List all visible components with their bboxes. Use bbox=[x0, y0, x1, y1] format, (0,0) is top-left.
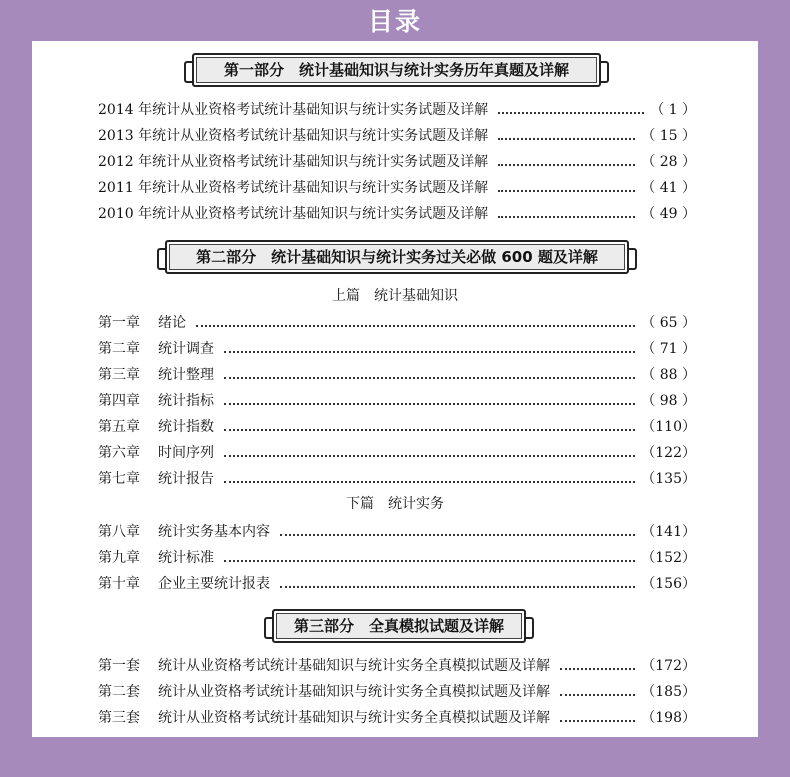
dot-leader bbox=[224, 376, 635, 379]
entry-page: （141） bbox=[641, 524, 696, 540]
entry-page: （ 88 ） bbox=[641, 367, 696, 383]
toc-entry[interactable] bbox=[98, 98, 696, 120]
dot-leader bbox=[280, 585, 635, 588]
entry-title: 统计实务基本内容 bbox=[158, 524, 270, 540]
entry-page: （ 49 ） bbox=[641, 206, 696, 222]
entry-title: 时间序列 bbox=[158, 445, 214, 461]
chapter-label: 第二章 bbox=[98, 341, 140, 357]
entry-title: 2012 年统计从业资格考试统计基础知识与统计实务试题及详解 bbox=[98, 154, 489, 170]
entry-title: 统计整理 bbox=[158, 367, 214, 383]
chapter-label: 第一套 bbox=[98, 658, 140, 674]
entry-title: 统计指数 bbox=[158, 419, 214, 435]
toc-entry[interactable] bbox=[98, 415, 696, 437]
dot-leader bbox=[498, 137, 635, 140]
toc-entry[interactable] bbox=[98, 124, 696, 146]
entry-page: （ 65 ） bbox=[641, 315, 696, 331]
entry-title: 2010 年统计从业资格考试统计基础知识与统计实务试题及详解 bbox=[98, 206, 489, 222]
dot-leader bbox=[224, 454, 635, 457]
part1-banner: 第一部分 统计基础知识与统计实务历年真题及详解 bbox=[192, 53, 601, 87]
dot-leader bbox=[280, 533, 635, 536]
chapter-label: 第四章 bbox=[98, 393, 140, 409]
entry-title: 统计从业资格考试统计基础知识与统计实务全真模拟试题及详解 bbox=[158, 710, 550, 726]
toc-entry[interactable] bbox=[98, 520, 696, 542]
chapter-label: 第十章 bbox=[98, 576, 140, 592]
entry-page: （185） bbox=[641, 684, 696, 700]
entry-title: 统计从业资格考试统计基础知识与统计实务全真模拟试题及详解 bbox=[158, 658, 550, 674]
toc-panel bbox=[32, 41, 758, 737]
dot-leader bbox=[224, 350, 635, 353]
chapter-label: 第五章 bbox=[98, 419, 140, 435]
toc-entry[interactable] bbox=[98, 363, 696, 385]
toc-entry[interactable] bbox=[98, 654, 696, 676]
entry-title: 2013 年统计从业资格考试统计基础知识与统计实务试题及详解 bbox=[98, 128, 489, 144]
entry-title: 统计指标 bbox=[158, 393, 214, 409]
entry-page: （135） bbox=[641, 471, 696, 487]
chapter-label: 第九章 bbox=[98, 550, 140, 566]
page-title: 目录 bbox=[367, 7, 422, 36]
toc-entry[interactable] bbox=[98, 176, 696, 198]
entry-title: 2014 年统计从业资格考试统计基础知识与统计实务试题及详解 bbox=[98, 102, 489, 118]
entry-title: 统计从业资格考试统计基础知识与统计实务全真模拟试题及详解 bbox=[158, 684, 550, 700]
toc-entry[interactable] bbox=[98, 337, 696, 359]
toc-entry[interactable] bbox=[98, 706, 696, 728]
section-title-upper: 上篇 统计基础知识 bbox=[332, 288, 458, 304]
part2-banner: 第二部分 统计基础知识与统计实务过关必做 600 题及详解 bbox=[165, 240, 629, 274]
section-title-lower: 下篇 统计实务 bbox=[346, 496, 444, 512]
toc-entry[interactable] bbox=[98, 202, 696, 224]
dot-leader bbox=[498, 163, 635, 166]
entry-page: （ 1 ） bbox=[650, 102, 696, 118]
entry-page: （172） bbox=[641, 658, 696, 674]
dot-leader bbox=[560, 667, 635, 670]
entry-title: 统计调查 bbox=[158, 341, 214, 357]
entry-page: （ 28 ） bbox=[641, 154, 696, 170]
chapter-label: 第二套 bbox=[98, 684, 140, 700]
toc-entry[interactable] bbox=[98, 680, 696, 702]
entry-page: （ 98 ） bbox=[641, 393, 696, 409]
entry-page: （156） bbox=[641, 576, 696, 592]
chapter-label: 第一章 bbox=[98, 315, 140, 331]
entry-page: （152） bbox=[641, 550, 696, 566]
toc-entry[interactable] bbox=[98, 546, 696, 568]
entry-title: 绪论 bbox=[158, 315, 186, 331]
toc-entry[interactable] bbox=[98, 311, 696, 333]
entry-title: 统计标准 bbox=[158, 550, 214, 566]
toc-entry[interactable] bbox=[98, 389, 696, 411]
entry-page: （122） bbox=[641, 445, 696, 461]
dot-leader bbox=[498, 111, 644, 114]
toc-entry[interactable] bbox=[98, 150, 696, 172]
dot-leader bbox=[498, 215, 635, 218]
entry-page: （ 15 ） bbox=[641, 128, 696, 144]
dot-leader bbox=[560, 693, 635, 696]
entry-title: 2011 年统计从业资格考试统计基础知识与统计实务试题及详解 bbox=[98, 180, 489, 196]
toc-entry[interactable] bbox=[98, 441, 696, 463]
chapter-label: 第六章 bbox=[98, 445, 140, 461]
dot-leader bbox=[224, 480, 635, 483]
dot-leader bbox=[560, 719, 635, 722]
toc-entry[interactable] bbox=[98, 467, 696, 489]
dot-leader bbox=[498, 189, 635, 192]
part3-banner: 第三部分 全真模拟试题及详解 bbox=[272, 609, 526, 643]
dot-leader bbox=[196, 324, 635, 327]
toc-entry[interactable] bbox=[98, 572, 696, 594]
chapter-label: 第三章 bbox=[98, 367, 140, 383]
entry-page: （ 41 ） bbox=[641, 180, 696, 196]
entry-page: （ 71 ） bbox=[641, 341, 696, 357]
chapter-label: 第八章 bbox=[98, 524, 140, 540]
chapter-label: 第七章 bbox=[98, 471, 140, 487]
entry-title: 统计报告 bbox=[158, 471, 214, 487]
dot-leader bbox=[224, 559, 635, 562]
dot-leader bbox=[224, 402, 635, 405]
dot-leader bbox=[224, 428, 635, 431]
entry-page: （198） bbox=[641, 710, 696, 726]
entry-page: （110） bbox=[641, 419, 696, 435]
entry-title: 企业主要统计报表 bbox=[158, 576, 270, 592]
chapter-label: 第三套 bbox=[98, 710, 140, 726]
